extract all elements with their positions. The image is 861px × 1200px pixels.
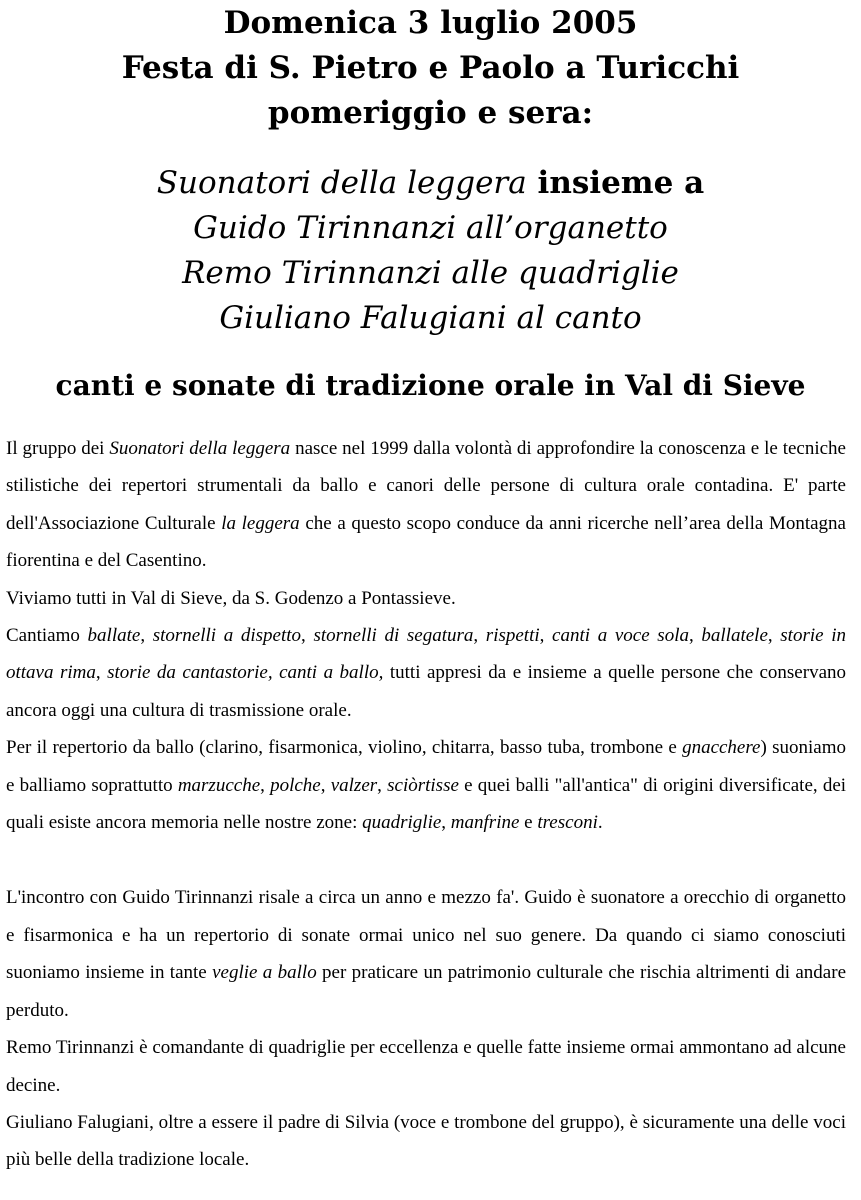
performer-giuliano: Giuliano Falugiani al canto <box>219 300 642 336</box>
paragraph-intro: Il gruppo dei Suonatori della leggera nasce nel 1999 dalla volontà di approfondire la conoscenza e le tecniche stilistiche dei repertori strumentali da ballo e canori delle persone di cultura orale contadina. E' parte dell'Associazione Culturale la leggera che a questo scopo conduce da anni ricerche nell’area della Montagna fiorentina e del Casentino. <box>6 438 846 572</box>
paragraph-songs: Cantiamo ballate, stornelli a dispetto, stornelli di segatura, rispetti, canti a voce sola, ballatele, storie in ottava rima, storie da cantastorie, canti a ballo, tutti appresi da e insieme a quelle persone che conservano ancora oggi una cultura di trasmissione orale. <box>6 625 847 721</box>
body-text <box>6 430 846 1179</box>
performer-remo: Remo Tirinnanzi alle quadriglie <box>182 255 679 291</box>
paragraph-guido: L'incontro con Guido Tirinnanzi risale a circa un anno e mezzo fa'. Guido è suonatore a orecchio di organetto e fisarmonica e ha un repertorio di sonate ormai unico nel suo genere. Da quando ci siamo conosciuti suoniamo insieme in tante veglie a ballo per praticare un patrimonio culturale che rischia altrimenti di andare perduto. <box>6 887 847 1021</box>
paragraph-spacer <box>6 841 846 879</box>
event-date: Domenica 3 luglio 2005 <box>223 5 638 41</box>
performer-guido: Guido Tirinnanzi all’organetto <box>193 210 668 246</box>
subtitle: canti e sonate di tradizione orale in Val di Sieve <box>55 369 806 402</box>
group-line <box>0 160 861 206</box>
paragraph-giuliano: Giuliano Falugiani, oltre a essere il padre di Silvia (voce e trombone del gruppo), è sicuramente una delle voci più belle della tradizione locale. <box>6 1111 846 1171</box>
event-name: Festa di S. Pietro e Paolo a Turicchi <box>121 50 740 86</box>
paragraph-dance: Per il repertorio da ballo (clarino, fisarmonica, violino, chitarra, basso tuba, trombone e gnacchere) suoniamo e balliamo soprattutto marzucche, polche, valzer, sciòrtisse e quei balli "all'antica" di origini diversificate, dei quali esiste ancora memoria nelle nostre zone: quadriglie, manfrine e tresconi. <box>6 737 847 834</box>
group-name: Suonatori della leggera <box>156 165 527 201</box>
event-time: pomeriggio e sera: <box>267 95 594 131</box>
paragraph-remo: Remo Tirinnanzi è comandante di quadriglie per eccellenza e quelle fatte insieme ormai ammontano ad alcune decine. <box>6 1037 846 1096</box>
paragraph-residence: Viviamo tutti in Val di Sieve, da S. Godenzo a Pontassieve. <box>6 587 456 609</box>
group-suffix: insieme a <box>526 165 705 201</box>
